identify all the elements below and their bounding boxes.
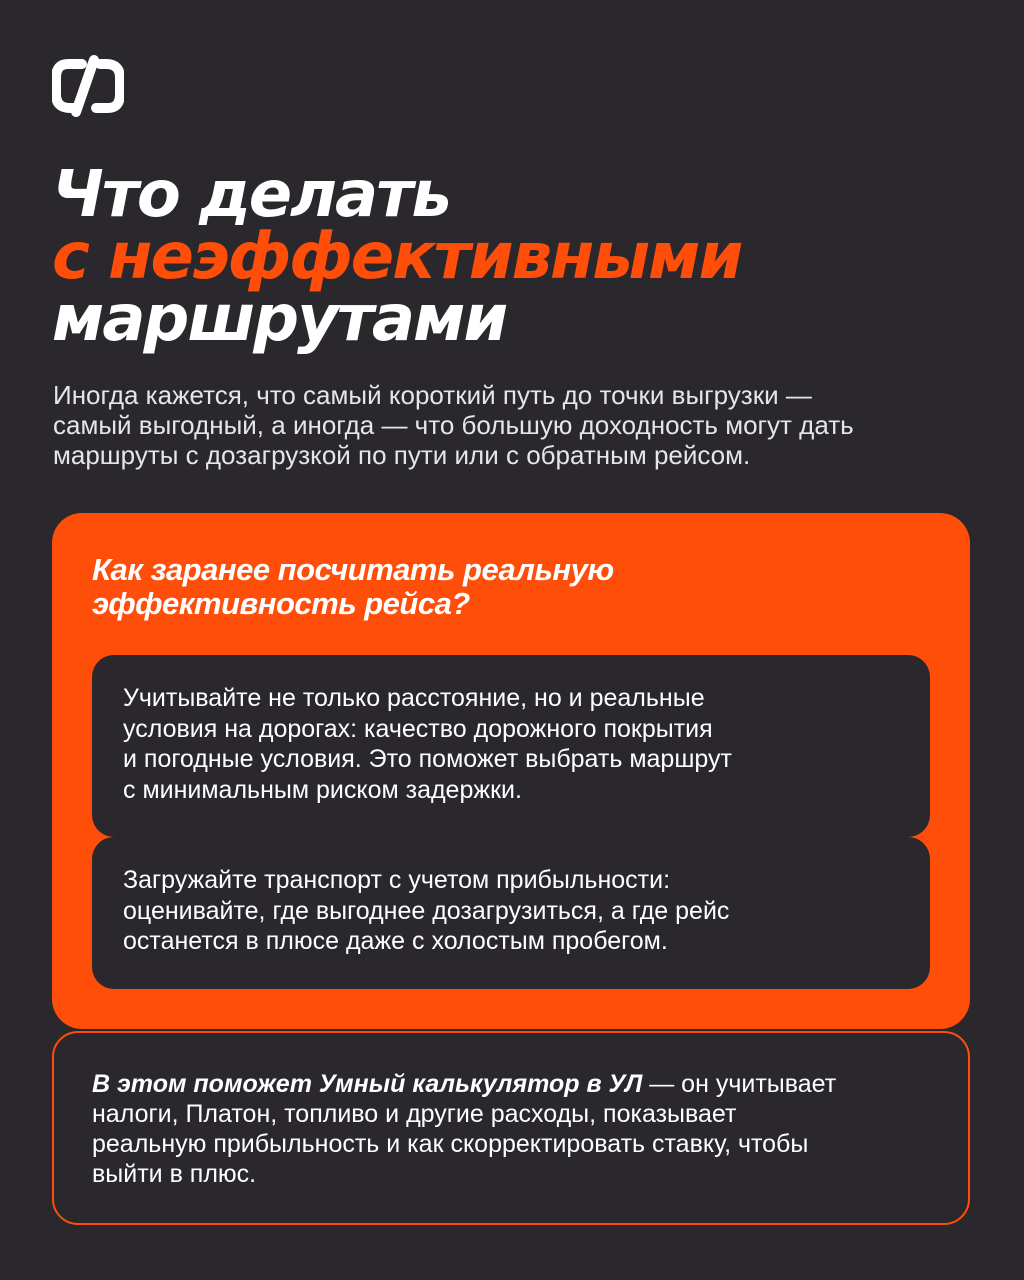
title-line-3: маршрутами bbox=[52, 282, 507, 356]
intro-line-1: Иногда кажется, что самый короткий путь до точки выгрузки — bbox=[53, 380, 812, 410]
intro-line-2: самый выгодный, а иногда — что большую доходность могут дать bbox=[53, 410, 854, 440]
tip-text-line: останется в плюсе даже с холостым пробегом. bbox=[123, 927, 668, 955]
tips-card-question bbox=[92, 553, 614, 621]
question-line-1: Как заранее посчитать реальную bbox=[92, 552, 614, 587]
question-line-2: эффективность рейса? bbox=[92, 586, 470, 621]
tip-block bbox=[92, 655, 930, 837]
callout-line-3: реальную прибыльность и как скорректировать ставку, чтобы bbox=[92, 1130, 809, 1158]
brand-logo-icon bbox=[52, 54, 124, 118]
tip-block bbox=[92, 837, 930, 989]
callout-bold-text: В этом поможет Умный калькулятор в УЛ bbox=[92, 1070, 643, 1098]
callout-line-2: налоги, Платон, топливо и другие расходы, показывает bbox=[92, 1100, 737, 1128]
tip-text-line: условия на дорогах: качество дорожного покрытия bbox=[123, 714, 713, 743]
tip-text-line: Учитывайте не только расстояние, но и реальные bbox=[123, 684, 705, 712]
callout-line-1 bbox=[92, 1069, 930, 1099]
title-line-1: Что делать bbox=[52, 158, 450, 232]
intro-line-3: маршруты с дозагрузкой по пути или с обратным рейсом. bbox=[53, 440, 751, 470]
tip-text-line: оценивайте, где выгоднее дозагрузиться, а где рейс bbox=[123, 896, 730, 925]
callout-line-1-rest: — он учитывает bbox=[642, 1070, 837, 1098]
tip-text-line: Загружайте транспорт с учетом прибыльности: bbox=[123, 866, 671, 894]
page-title bbox=[52, 158, 742, 356]
title-line-2-accent: с неэффективными bbox=[52, 220, 742, 294]
intro-paragraph bbox=[53, 380, 953, 470]
tip-text-line: с минимальным риском задержки. bbox=[123, 775, 522, 804]
tip-text-line: и погодные условия. Это поможет выбрать маршрут bbox=[123, 745, 732, 773]
calculator-callout bbox=[52, 1031, 970, 1225]
callout-line-4: выйти в плюс. bbox=[92, 1160, 257, 1188]
tips-card bbox=[52, 513, 970, 1029]
